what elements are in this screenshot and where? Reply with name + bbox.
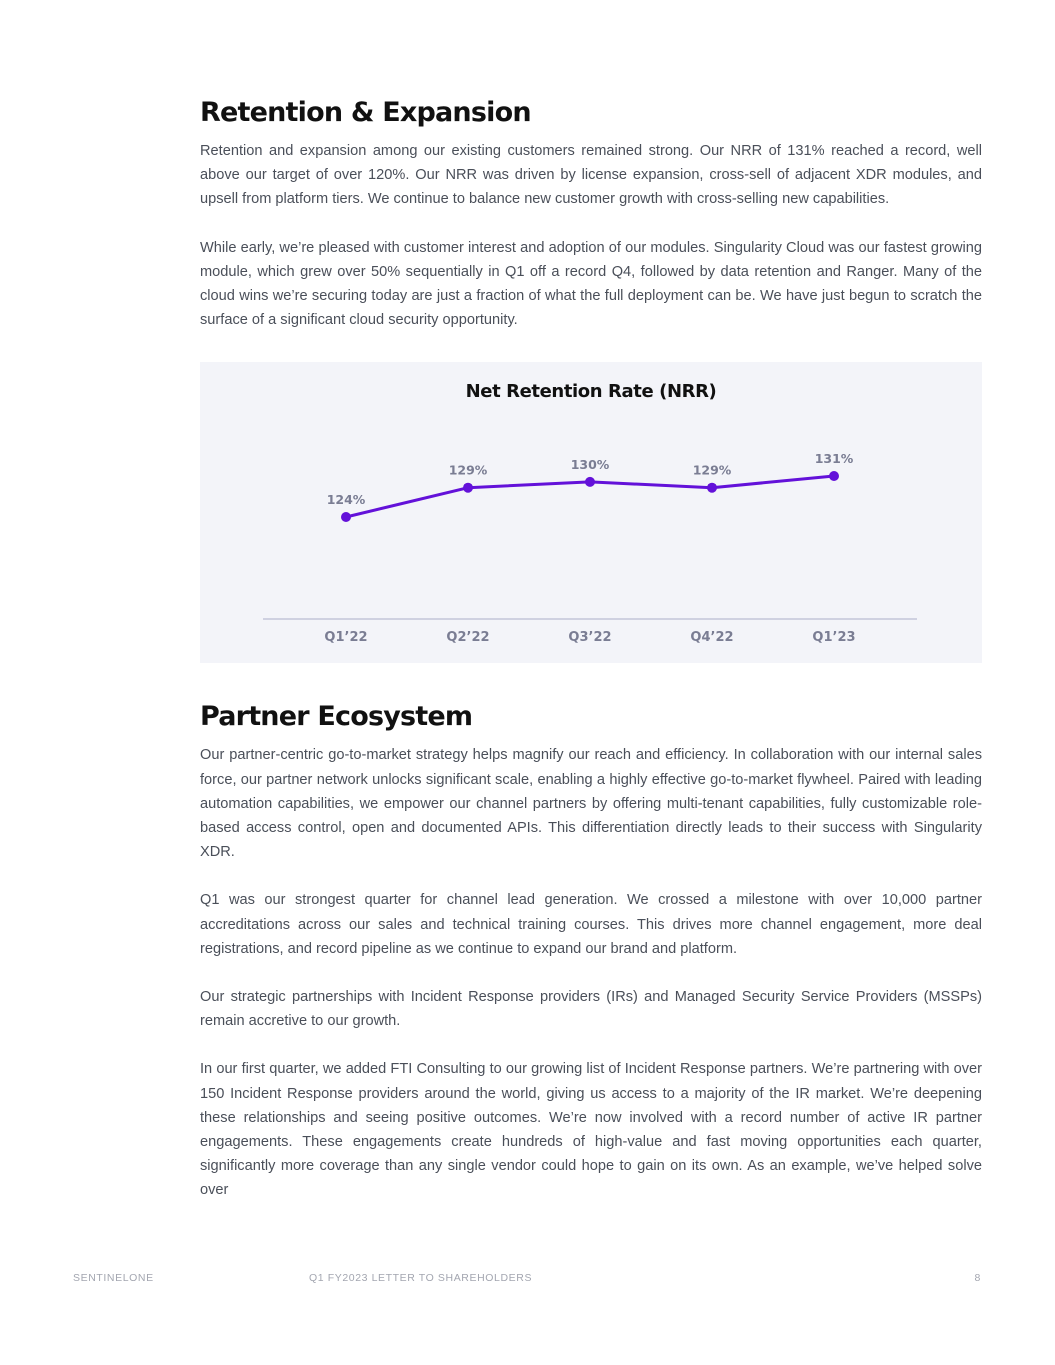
x-tick-label-3: Q3’22: [568, 630, 612, 646]
x-tick-label-1: Q1’22: [324, 630, 368, 646]
nrr-data-label-5: 131%: [814, 451, 854, 467]
chart-title: Net Retention Rate (NRR): [465, 381, 717, 403]
partner-paragraph-2: Q1 was our strongest quarter for channel lead generation. We crossed a milestone with over 10,000 partner accreditations across our sales and technical training courses. This drives more channel engagement, more deal registrations, and record pipeline as we continue to expand our brand and platform.: [200, 892, 982, 957]
nrr-data-label-3: 130%: [570, 457, 610, 473]
footer-page-number: 8: [974, 1272, 981, 1284]
nrr-data-label-4: 129%: [692, 463, 732, 479]
x-tick-label-4: Q4’22: [690, 630, 734, 646]
nrr-point-4: [707, 483, 717, 493]
retention-paragraph-1: Retention and expansion among our existing customers remained strong. Our NRR of 131% reached a record, well above our target of over 120%. Our NRR was driven by license expansion, cross-sell of adjacent XDR modules, and upsell from platform tiers. We continue to balance new customer growth with cross-selling new capabilities.: [200, 143, 982, 208]
nrr-point-2: [463, 483, 473, 493]
footer-company: SENTINELONE: [73, 1272, 154, 1284]
x-tick-label-2: Q2’22: [446, 630, 490, 646]
nrr-data-label-1: 124%: [326, 492, 366, 508]
partner-paragraph-1: Our partner-centric go-to-market strategy helps magnify our reach and efficiency. In collaboration with our internal sales force, our partner network unlocks significant scale, enabling a highly effective go-to-market flywheel. Paired with leading automation capabilities, we empower our channel partners by offering multi-tenant capabilities, fully customizable role-based access control, open and documented APIs. This differentiation directly leads to their success with Singularity XDR.: [200, 747, 982, 861]
x-tick-labels: [324, 630, 855, 645]
section-heading-partner: Partner Ecosystem: [200, 701, 473, 733]
partner-paragraph-4: In our first quarter, we added FTI Consulting to our growing list of Incident Response partners. We’re partnering with over 150 Incident Response providers around the world, giving us access to a majority of the IR market. We’re deepening these relationships and seeing positive outcomes. We’re now involved with a record number of active IR partner engagements. These engagements create hundreds of high-value and fast moving opportunities each quarter, significantly more coverage than any single vendor could hope to gain on its own. As an example, we’ve helped solve over: [200, 1061, 982, 1199]
nrr-data-label-2: 129%: [448, 463, 488, 479]
nrr-point-3: [585, 477, 595, 487]
nrr-point-1: [341, 512, 351, 522]
nrr-chart: [200, 362, 982, 663]
footer-document-title: Q1 FY2023 LETTER TO SHAREHOLDERS: [309, 1272, 533, 1284]
nrr-points: [341, 471, 839, 522]
retention-paragraph-2: While early, we’re pleased with customer interest and adoption of our modules. Singularity Cloud was our fastest growing module, which grew over 50% sequentially in Q1 off a record Q4, followed by data retention and Ranger. Many of the cloud wins we’re securing today are just a fraction of what the full deployment can be. We have just begun to scratch the surface of a significant cloud security opportunity.: [200, 239, 982, 329]
nrr-chart-svg: [200, 362, 982, 663]
main-content: [200, 95, 982, 1203]
x-tick-label-5: Q1’23: [812, 630, 856, 646]
section-heading-retention: Retention & Expansion: [200, 97, 531, 128]
partner-paragraph-3: Our strategic partnerships with Incident Response providers (IRs) and Managed Security Service Providers (MSSPs) remain accretive to our growth.: [200, 989, 982, 1030]
nrr-point-5: [829, 471, 839, 481]
